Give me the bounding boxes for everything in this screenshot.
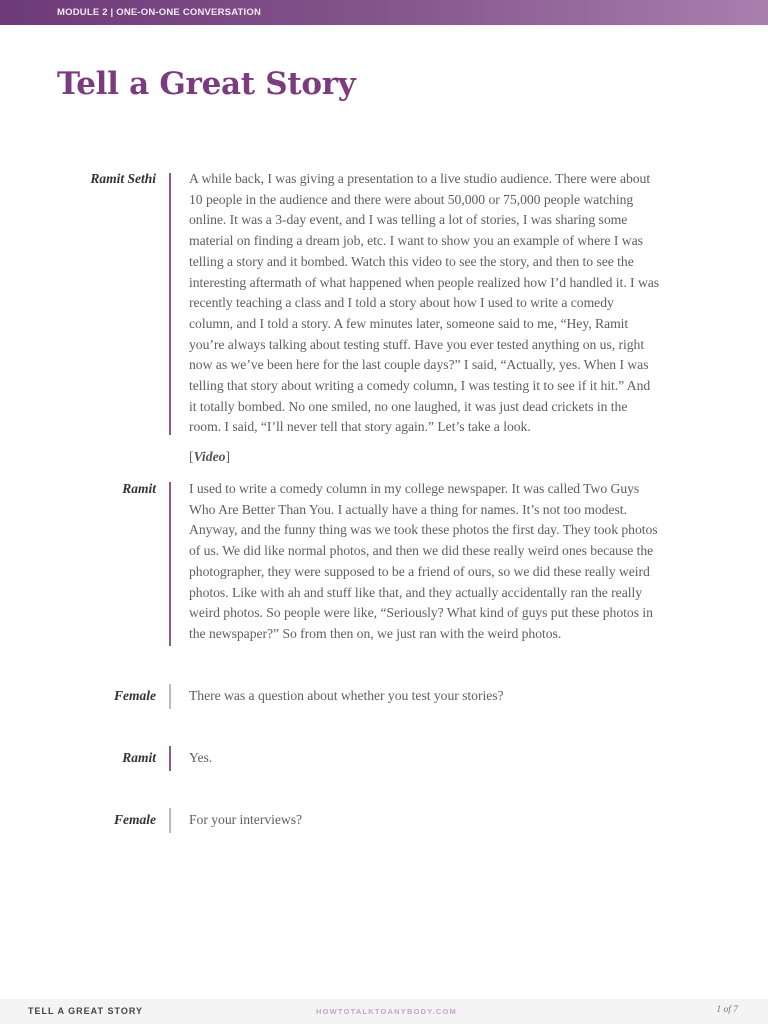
speaker-name: Ramit — [122, 481, 156, 496]
speaker-divider — [169, 808, 171, 833]
speaker-divider — [169, 173, 171, 435]
speaker-divider — [169, 482, 171, 646]
speaker-name: Ramit — [122, 750, 156, 765]
dialogue-text: There was a question about whether you test your stories? — [189, 688, 504, 703]
footer-website-link[interactable]: HOWTOTALKTOANYBODY.COM — [316, 1007, 457, 1016]
page-number: 1 of 7 — [716, 1005, 738, 1015]
dialogue-text: Yes. — [189, 750, 213, 765]
video-note-open: [ — [189, 449, 194, 464]
module-label: MODULE 2 | ONE-ON-ONE CONVERSATION — [57, 7, 262, 18]
video-note — [189, 449, 230, 465]
speaker-divider — [169, 684, 171, 709]
page-title: Tell a Great Story — [57, 66, 356, 102]
header-bar — [0, 0, 768, 25]
speaker-name: Ramit Sethi — [90, 171, 156, 186]
footer-bar — [0, 999, 768, 1024]
speaker-name: Female — [114, 688, 156, 703]
speaker-divider — [169, 746, 171, 771]
dialogue-text: I used to write a comedy column in my college newspaper. It was called Two Guys Who Are Better Than You. I actually have a thing for names. It’s not too modest. Anyway, and the funny thing was we took these photos the first day. They took photos of us. We did like normal photos, and then we did these really weird ones because the photographer, they were supposed to be a friend of ours, so we did these really weird photos. Like with ah and stuff like that, and they actually accidentally ran the really weird photos. So people were like, “Seriously? What kind of guys put these photos in the newspaper?” So from then on, we just ran with the weird photos. — [189, 481, 658, 641]
footer-section-title: TELL A GREAT STORY — [28, 1006, 144, 1016]
dialogue-text: A while back, I was giving a presentation to a live studio audience. There were about 10 people in the audience and there were about 50,000 or 75,000 people watching online. It was a 3-day event, and I was telling a lot of stories, I was sharing some material on finding a dream job, etc. I want to show you an example of where I was telling a story and it bombed. Watch this video to see the story, and then to see the interesting aftermath of what happened when people realized how I’d handled it. I was recently teaching a class and I told a story about how I used to write a comedy column, and I told a story. A few minutes later, someone said to me, “Hey, Ramit you’re always talking about testing stuff. Have you ever tested anything on us, right now as we’ve been here for the last couple days?” I said, “Actually, yes. When I was telling that story about writing a comedy column, I was testing it to see if it hit.” And it totally bombed. No one smiled, no one laughed, it was just dead crickets in the room. I said, “I’ll never tell that story again.” Let’s take a look. — [189, 171, 660, 435]
video-note-close: ] — [225, 449, 231, 464]
video-note-label: Video — [193, 449, 226, 464]
speaker-name: Female — [114, 812, 156, 827]
dialogue-text: For your interviews? — [189, 812, 303, 827]
